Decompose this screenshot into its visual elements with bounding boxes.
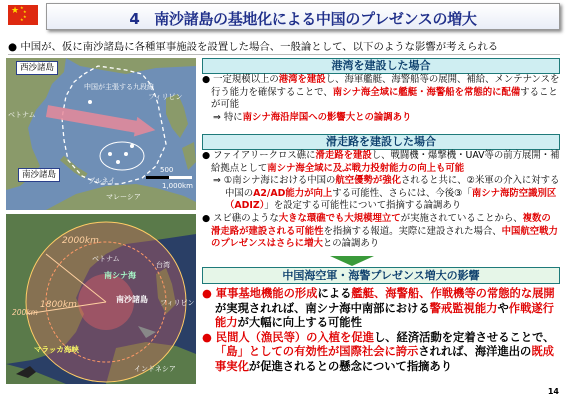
runway-line-3: ● スビ礁のような大きな環礁でも大規模埋立てが実施されていることから、複数の滑走路が建設される可能性を指摘する報道。実際に建設された場合、中国航空戦力のプレゼンスはさらに増大との論調あり — [202, 212, 558, 250]
intro-text: ● 中国が、仮に南沙諸島に各種軍事施設を設置した場合、一般論として、以下のような影響が考えられる — [8, 39, 560, 55]
china-flag-icon: ★ ★ ★ ★ ★ — [8, 5, 38, 25]
taiwan-label: 台湾 — [156, 261, 170, 269]
nansha-label-2: 南沙諸島 — [116, 295, 148, 304]
range-map — [6, 214, 196, 384]
xisha-label: 西沙諸島 — [16, 61, 58, 75]
page-title: 4 南沙諸島の基地化による中国のプレゼンスの増大 — [129, 10, 477, 28]
vietnam-label: ベトナム — [8, 111, 36, 119]
indonesia-label: インドネシア — [134, 365, 176, 373]
scale-value: 500 — [160, 166, 174, 174]
title-box — [46, 3, 560, 30]
header — [0, 0, 567, 36]
malacca-label: マラッカ海峡 — [34, 345, 79, 354]
philippines-label-2: フィリピン — [160, 299, 195, 307]
port-line-1: ● 一定規模以上の港湾を建設し、海軍艦艇、海警船等の展開、補給、メンテナンスを行う能力を確保することで、南シナ海全域に艦艇・海警船を常態的に配備することが可能 — [202, 74, 560, 111]
brunei-label: ブルネイ — [88, 177, 116, 185]
malaysia-label: マレーシア — [106, 193, 141, 201]
range-1800km-label: 1800km — [40, 300, 77, 310]
range-200km-label: 200km — [12, 308, 38, 317]
port-section-title: 港湾を建設した場合 — [202, 58, 560, 74]
runway-section — [202, 134, 560, 251]
scale-unit: 1,000km — [162, 182, 193, 190]
down-arrow-icon — [330, 256, 374, 266]
impact-section-title: 中国海空軍・海警プレゼンス増大の影響 — [202, 267, 560, 284]
runway-line-2: ⇒ ①南シナ海における中国の航空優勢が強化されると共に、②米軍の介入に対する中国のA2/AD能力が向上する可能性、さらには、今後③「南シナ海防空識別区（ADIZ）」を設定する可能性について指摘する論調あり — [213, 175, 560, 212]
impact-line-1: ● 軍事基地機能の形成による艦艇、海警船、作戦機等の常態的な展開が実現されれば、南シナ海中南部における警戒監視能力や作戦遂行能力が大幅に向上する可能性 — [202, 287, 555, 329]
philippines-label: フィリピン — [148, 93, 183, 101]
south-sea-label: 南シナ海 — [104, 271, 136, 280]
port-section-body — [202, 74, 560, 124]
south-china-sea-map — [6, 58, 196, 210]
port-section — [202, 58, 560, 124]
runway-line-1: ● ファイアリークロス礁に滑走路を建設し、戦闘機・爆撃機・UAV等の前方展開・補給拠点として南シナ海全域に及ぶ戦力投射能力の向上も可能 — [202, 150, 560, 174]
nine-dash-label: 中国が主張する九段線 — [84, 83, 154, 91]
page-number: 14 — [547, 387, 559, 396]
runway-section-title: 滑走路を建設した場合 — [202, 134, 560, 150]
range-2000km-label: 2000km — [62, 236, 99, 246]
impact-line-2: ● 民間人（漁民等）の入植を促進し、経済活動を定着させることで、「島」としての有効性が国際社会に誇示されれば、海洋進出の既成事実化が促進されるとの懸念について指摘あり — [202, 330, 555, 373]
vietnam-label-2: ベトナム — [92, 255, 120, 263]
nansha-label: 南沙諸島 — [18, 168, 60, 182]
runway-section-body — [202, 150, 560, 251]
port-line-2: ⇒ 特に南シナ海沿岸国への影響大との論調あり — [213, 111, 412, 123]
impact-section-body — [202, 287, 560, 374]
